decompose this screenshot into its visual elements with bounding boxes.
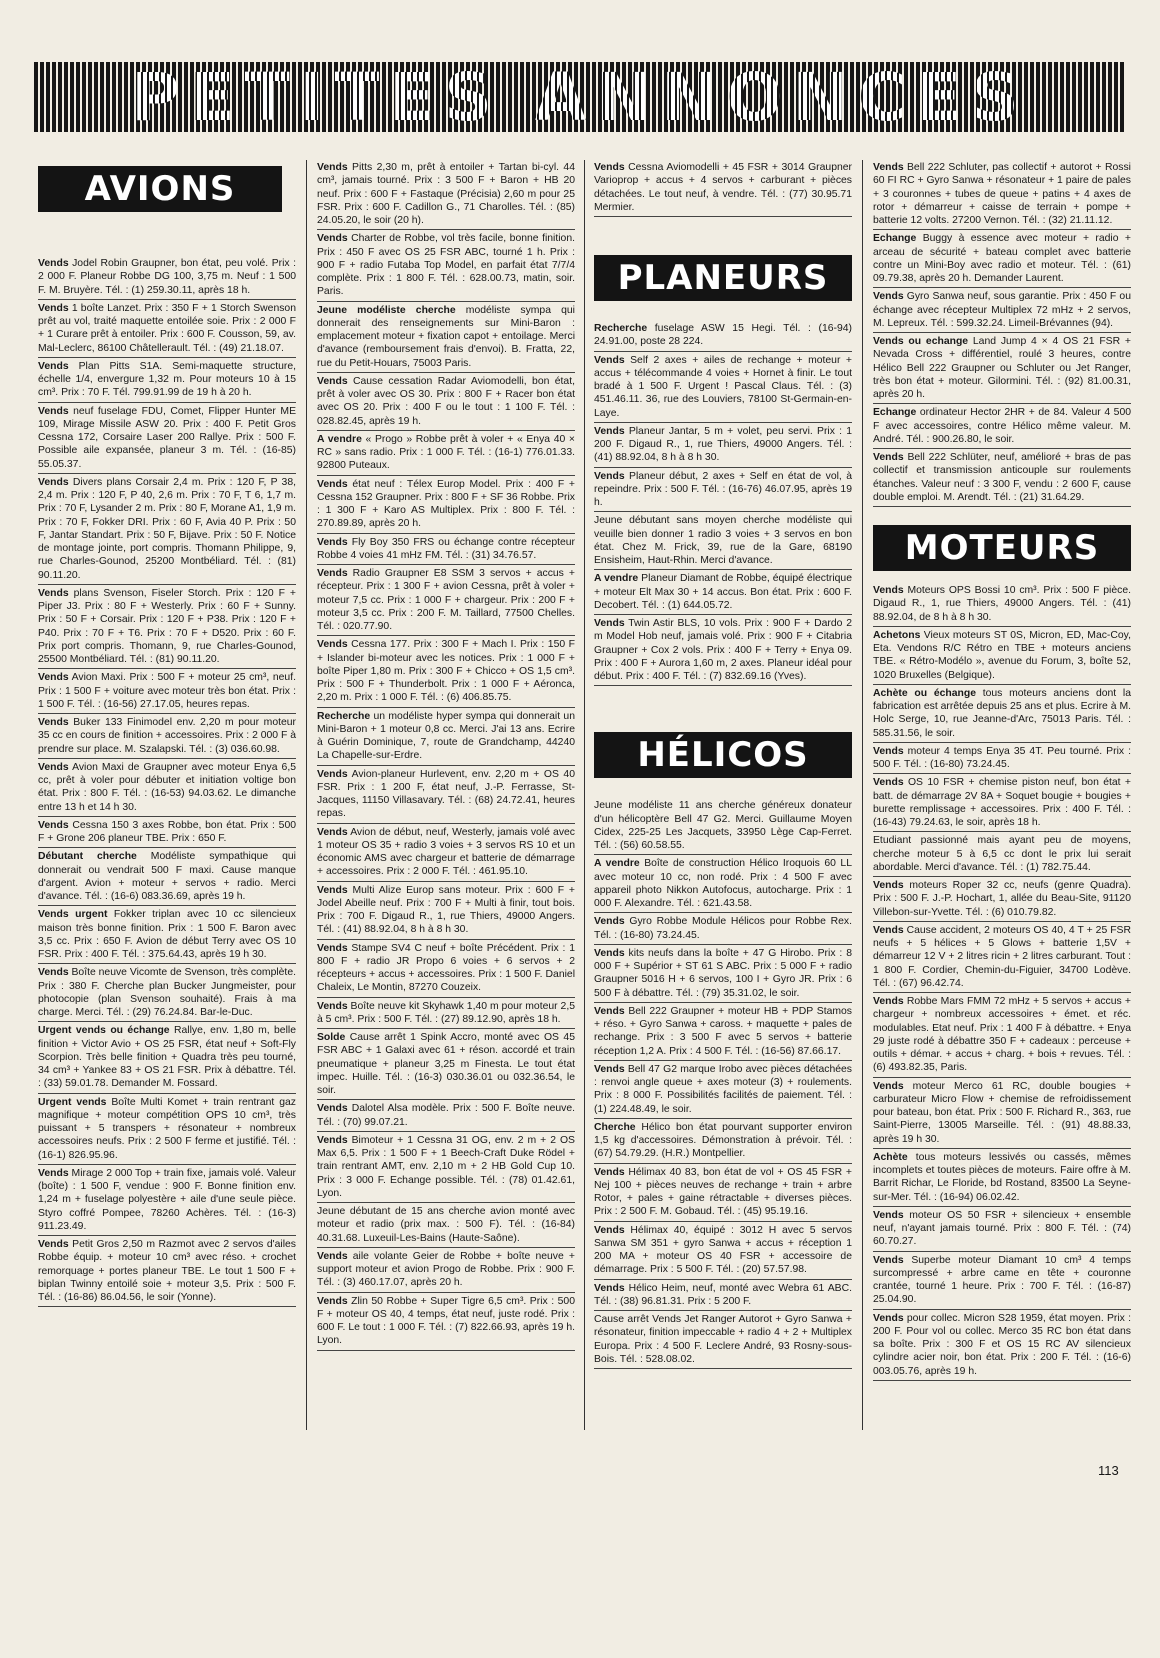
ad-lead: Vends [317, 768, 348, 780]
classified-ad [38, 1095, 296, 1165]
classified-ad [38, 1237, 296, 1307]
ad-text: Bell 222 Graupner + moteur HB + PDP Stamos + réso. + Gyro Sanwa + caross. + maquette + pales de rechange. Prix : 3 500 F avec 5 servos + batterie réception 1,2 A. Prix : 4 500 F. Tél. : (16-56) 87.66.17. [594, 1005, 852, 1057]
ads-list [594, 321, 852, 686]
ad-lead: Vends [594, 1282, 625, 1294]
ad-text: Rallye, env. 1,80 m, belle finition + Victor Avio + OS 25 FSR, état neuf + Soft-Fly Scorpion. Très belle finition + Quadra très peu tourné, 34 cm³ + Yankee 83 + OS 21 FSR. Prix à débattre. Tél. : (33) 59.01.78. Demander M. Fossard. [38, 1025, 296, 1090]
ad-text: Boîte neuve kit Skyhawk 1,40 m pour moteur 2,5 à 5 cm³. Prix : 500 F. Tél. : (27) 89.12.90, après 18 h. [317, 1000, 575, 1025]
ad-text: Cause arrêt 1 Spink Accro, monté avec OS 45 FSR ABC + 1 Galaxi avec 61 + réson. accordé et train pneumatique + planeur 3,25 m Finesta. Le tout état impec. Huille. Tél. : (16-3) 030.36.01 ou 032.36.54, le soir. [317, 1032, 575, 1096]
ad-text: aile volante Geier de Robbe + boîte neuve + support moteur et avion Progo de Robbe. Prix : 900 F. Tél. : (3) 460.17.07, après 20 h. [317, 1250, 575, 1289]
ad-text: Cause cessation Radar Aviomodelli, bon état, prêt à voler avec OS 30. Prix : 800 F + Racer bon état avec OS 20. Prix : 400 F ou le tout : 1 100 F. Tél. : 028.82.45, après 19 h. [317, 375, 575, 427]
classified-ad [594, 469, 852, 513]
classified-ad [317, 160, 575, 230]
classified-ad [873, 923, 1131, 993]
ad-text: Mirage 2 000 Top + train fixe, jamais volé. Valeur (boîte) : 1 500 F, vendue : 900 F. Bonne finition env. 1,24 m + fuselage polyestère + aile d'une seule pièce. Styro coffré Pompee, 78260 Achères. Tél. : (16-3) 911.23.49. [38, 1167, 296, 1232]
section-header-avions: AVIONS [38, 166, 282, 212]
ads-list [873, 583, 1131, 1381]
classified-ad [594, 798, 852, 855]
ad-lead: Vends [38, 672, 69, 684]
ad-lead: Vends [317, 639, 348, 651]
classified-ad [38, 404, 296, 474]
ad-lead: Jeune modéliste cherche [317, 304, 456, 316]
classified-ad [873, 628, 1131, 685]
ad-lead: Vends [873, 291, 904, 303]
page-number: 113 [1098, 1463, 1119, 1478]
ad-lead: A vendre [594, 573, 639, 585]
classified-ad [594, 616, 852, 686]
section-header-moteurs: MOTEURS [873, 525, 1131, 571]
ad-lead: Vends [317, 162, 348, 173]
ad-lead: Recherche [317, 710, 371, 722]
classified-ad [38, 475, 296, 585]
ad-lead: Vends [317, 1295, 348, 1307]
ad-lead: Vends [38, 302, 69, 314]
classified-ad [38, 715, 296, 759]
ad-lead: Vends [317, 1250, 348, 1262]
ad-lead: Vends [873, 1312, 904, 1324]
ad-lead: Vends urgent [38, 909, 108, 921]
ad-text: Gyro Sanwa neuf, sous garantie. Prix : 450 F ou échange avec récepteur Multiplex 72 mHz + 2 servos, M. Lepreux. Tél. : 599.32.24. Limeil-Brévannes (94). [873, 291, 1131, 329]
ads-list [594, 160, 852, 217]
classified-ad [873, 994, 1131, 1078]
ad-lead: Vends [873, 1080, 904, 1092]
classified-ad [38, 1023, 296, 1093]
ad-lead: Vends [38, 405, 69, 417]
ad-lead: Vends [873, 585, 904, 596]
classified-ad [873, 450, 1131, 507]
classified-ad [873, 744, 1131, 775]
ad-text: Self 2 axes + ailes de rechange + moteur + accus + télécommande 4 voies + Hornet à finir. Le tout bradé à 1 500 F. Urgent ! Pascal Claus. Tél. : (3) 451.46.11. 36, rue des Louviers, 78100 St-Germain-en-Laye. [594, 354, 852, 419]
ad-lead: Cherche [594, 1121, 636, 1133]
classified-ad [317, 231, 575, 301]
ad-text: Plan Pitts S1A. Semi-maquette structure, échelle 1/4, envergure 1,32 m. Pour moteurs 10 à 15 cm³. Prix : 70 F. Tél. 799.91.99 de 19 h à 20 h. [38, 360, 296, 399]
classified-ad [873, 686, 1131, 743]
ad-text: Land Jump 4 × 4 OS 21 FSR + Nevada Cross + différentiel, roulé 3 heures, contre Hélico Bell 222 Graupner ou Schluter ou Jet Ranger, très bon état + moteur. Gilormini. Tél. : (92) 81.00.31, après 20 h. [873, 336, 1131, 400]
classified-ad [317, 374, 575, 431]
ad-lead: Vends [38, 360, 69, 372]
ad-lead: Vends [317, 1000, 348, 1012]
column-divider [584, 160, 585, 1430]
ad-lead: A vendre [317, 433, 362, 445]
classified-ad [38, 256, 296, 300]
classified-ad [873, 1311, 1131, 1381]
classified-ad [594, 1281, 852, 1312]
ad-text: Gyro Robbe Module Hélicos pour Robbe Rex. Tél. : (16-80) 73.24.45. [594, 916, 852, 941]
classified-ad [317, 1101, 575, 1132]
classified-ad [38, 1166, 296, 1236]
ad-lead: Vends [873, 452, 904, 463]
ad-lead: Vends [873, 924, 904, 936]
ad-text: Pitts 2,30 m, prêt à entoiler + Tartan bi-cyl. 44 cm³, jamais tourné. Prix : 3 500 F + Baron + HB 20 neuf. Prix : 600 F + Fastaque (Précisia) 2,60 m pour 25 FSR. Prix : 600 F. Cadillon G., 71 Charolles. Tél. : (85) 24.05.20, le soir (20 h). [317, 162, 575, 226]
ad-lead: Vends [594, 162, 625, 173]
classified-ad [38, 965, 296, 1022]
ad-lead: Vends [594, 1063, 625, 1075]
ad-lead: Vends [317, 568, 348, 579]
ad-lead: Vends [594, 1005, 625, 1017]
section-header-helicos: HÉLICOS [594, 732, 852, 778]
ad-text: Hélico Heim, neuf, monté avec Webra 61 ABC. Tél. : (38) 96.81.31. Prix : 5 200 F. [594, 1282, 852, 1307]
ad-lead: Vends [317, 942, 348, 954]
ad-lead: Vends [873, 745, 904, 757]
classified-ad [873, 1079, 1131, 1149]
ad-lead: Achetons [873, 629, 921, 641]
classified-ad [594, 1312, 852, 1369]
classified-ad [317, 637, 575, 707]
classified-ad [594, 946, 852, 1003]
ad-text: Jeune débutant de 15 ans cherche avion monté avec moteur et radio (prix max. : 500 F). Tél. : (16-84) 40.31.68. Luxeuil-Les-Bains (Haute-Saône). [317, 1206, 575, 1244]
classified-ad [594, 160, 852, 217]
ad-text: Dalotel Alsa modèle. Prix : 500 F. Boîte neuve. Tél. : (70) 99.07.21. [317, 1103, 575, 1128]
ads-list [38, 256, 296, 1307]
ad-text: Etudiant passionné mais ayant peu de moyens, cherche moteur 5 à 6,5 cc dont le prix lui serait abordable. Merci d'avance. Tél. : (1) 782.75.44. [873, 835, 1131, 873]
classified-ad [873, 833, 1131, 877]
classified-ad [317, 432, 575, 476]
ad-lead: Vends [594, 916, 625, 928]
classified-ad [873, 231, 1131, 288]
ad-text: Vieux moteurs ST 0S, Micron, ED, Mac-Coy, Eta. Vendons R/C Rétro en TBE + moteurs anciens TBE. « Rétro-Modélo », avenue du Forum, 3, boîte 52, 1020 Bruxelles (Belgique). [873, 629, 1131, 681]
ad-text: Zlin 50 Robbe + Super Tigre 6,5 cm³. Prix : 500 F + moteur OS 40, 4 temps, état neuf, juste rodé. Prix : 600 F. Le tout : 1 000 F. Tél. : (7) 822.66.93, après 19 h. Lyon. [317, 1295, 575, 1347]
ad-text: moteur 4 temps Enya 35 4T. Peu tourné. Prix : 500 F. Tél. : (16-80) 73.24.45. [873, 745, 1131, 770]
classified-ad [594, 856, 852, 913]
ad-text: Planeur début, 2 axes + Self en état de vol, à repeindre. Prix : 500 F. Tél. : (16-76) 46.07.95, après 19 h. [594, 470, 852, 508]
classified-ad [873, 583, 1131, 627]
classified-ad [317, 941, 575, 998]
ad-text: un modéliste hyper sympa qui donnerait un Mini-Baron + 1 moteur 0,8 cc. Merci. J'ai 13 ans. Ecrire à Guérin Dominique, 7, route de Grandchamp, 44240 La Chapelle-sur-Erdre. [317, 710, 575, 762]
ad-text: neuf fuselage FDU, Comet, Flipper Hunter ME 109, Mirage Missile ASW 20. Prix : 400 F. Petit Gros Cessna 172, Corsaire Laser 200 Rallye. Prix : 500 F. Possible aile expansée, planeur 3 m. Tél. : (16-85) 55.05.37. [38, 405, 296, 470]
ad-text: modéliste sympa qui donnerait des renseignements sur Mini-Baron : emplacement moteur + fixation capot + entoilage. Merci d'avance (remboursement frais d'envoi). B. Fratta, 22, rue du Petit-Houars, 75003 Paris. [317, 304, 575, 369]
classified-ad [38, 359, 296, 403]
classified-ad [873, 878, 1131, 922]
ad-text: Jeune modéliste 11 ans cherche généreux donateur d'un hélicoptère Bell 47 G2. Merci. Guillaume Moyen Cidex, 225-25 Les Jacquets, 33950 Lège Cap-Ferret. Tél. : (56) 60.58.55. [594, 800, 852, 851]
classified-ad [594, 1223, 852, 1280]
classified-ad [317, 1204, 575, 1248]
ad-lead: Vends [38, 717, 69, 728]
classified-ad [594, 1165, 852, 1222]
ads-list [317, 160, 575, 1351]
ad-text: Boîte de construction Hélico Iroquois 60 LL avec moteur 10 cc, non rodé. Prix : 4 500 F avec appareil photo Nikkon Autofocus, autocharge. Prix : 1 000 F. Alexandre. Tél. : 621.43.58. [594, 858, 852, 909]
classified-ad [317, 535, 575, 566]
classified-ad [38, 670, 296, 714]
classified-ad [873, 160, 1131, 230]
ad-lead: Echange [873, 233, 917, 245]
ad-text: tous moteurs anciens dont la fabrication est arrêtée depuis 25 ans et plus. Ecrire à M. Holc Serge, 10, rue Jeanne-d'Arc, 75013 Paris. Tél. : 585.31.56, le soir. [873, 687, 1131, 739]
ad-text: Boîte neuve Vicomte de Svenson, très complète. Prix : 380 F. Cherche plan Bucker Jungmeister, pour photocopie (plan Svenson souhaité). Frais à ma charge. Merci. Tél. : (29) 76.24.84. Bar-le-Duc. [38, 967, 296, 1018]
classified-ad [873, 289, 1131, 333]
ad-text: Cessna 150 3 axes Robbe, bon état. Prix : 500 F + Grone 206 planeur TBE. Prix : 650 F. [38, 819, 296, 844]
ad-text: Buggy à essence avec moteur + radio + arceau de sécurité + bateau complet avec batterie contre un Mini-Boy avec radio et moteur. Tél. : (61) 09.79.38, après 20 h. Demander Laurent. [873, 233, 1131, 284]
column-4 [873, 160, 1131, 1382]
classified-ad [594, 1062, 852, 1119]
ad-text: état neuf : Télex Europ Model. Prix : 400 F + Cessna 152 Graupner. Prix : 800 F + SF 36 Robbe. Prix : 1 300 F + Karo AS Multiplex. Prix : 800 F. Tél. : 270.89.89, après 20 h. [317, 478, 575, 530]
ad-lead: Solde [317, 1032, 346, 1043]
ad-lead: Vends [38, 819, 69, 831]
ads-list [594, 798, 852, 1369]
ad-lead: Vends [873, 162, 904, 173]
ad-text: 1 boîte Lanzet. Prix : 350 F + 1 Storch Swenson prêt au vol, traité maquette entoilée soie. Prix : 2 000 F + 1 Curare prêt à entoiler. Prix : 600 F. Cousson, 59, av. Mal-Leclerc, 86100 Châtellerault. Tél. : (49) 21.18.07. [38, 302, 296, 354]
column-2 [317, 160, 575, 1352]
ad-lead: Vends [594, 354, 625, 366]
ad-text: Hélico bon état pourvant supporter environ 1,5 kg d'accessoires. Démonstration à prévoir. Tél. : (67) 54.79.29. (H.R.) Montpellier. [594, 1121, 852, 1160]
ad-text: pour collec. Micron S28 1959, état moyen. Prix : 200 F. Pour vol ou collec. Merco 35 RC bon état dans sa boîte. Prix : 300 F et OS 15 RC AV silencieux cylindre acier noir, bon état. Prix : 200 F. Tél. : (16-6) 003.05.76, après 19 h. [873, 1312, 1131, 1377]
ad-text: moteur OS 50 FSR + silencieux + ensemble neuf, n'ayant jamais tourné. Prix : 800 F. Tél. : (74) 60.70.27. [873, 1209, 1131, 1248]
classified-ad [594, 353, 852, 423]
classified-ad [317, 709, 575, 766]
ad-text: Boîte Multi Komet + train rentrant gaz magnifique + moteur compétition OPS 10 cm³, très puissant + 5 transpers + résonateur + nombreux accessoires neufs. Prix : 2 500 F ferme et justifié. Tél. : (16-1) 826.95.96. [38, 1096, 296, 1161]
ad-text: Bimoteur + 1 Cessna 31 OG, env. 2 m + 2 OS Max 6,5. Prix : 1 500 F + 1 Beech-Craft Duke Rödel + train rentrant AMT, env. 2,10 m + 2 HB Gold Cup 10. Prix : 3 000 F. Echange possible. Tél. : (78) 01.42.61, Lyon. [317, 1134, 575, 1199]
ad-text: plans Svenson, Fiseler Storch. Prix : 120 F + Piper J3. Prix : 80 F + Westerly. Prix : 60 F + Sunny. Prix : 50 F + Corsair. Prix : 120 F + P38. Prix : 120 F + P40. Prix : 70 F + T6. Prix : 70 F + D520. Prix : 60 F. Prix port compris. Thomann, 9, rue Charles-Gounod, 25500 Montbéliard. Tél. : (81) 90.11.20. [38, 587, 296, 665]
ad-text: Avion-planeur Hurlevent, env. 2,20 m + OS 40 FSR. Prix : 1 200 F, état neuf, J.-P. Ferrasse, St-Jacques, 11150 Villasavary. Tél. : (68) 24.72.41, heures repas. [317, 768, 575, 820]
ad-text: Fly Boy 350 FRS ou échange contre récepteur Robbe 4 voies 41 mHz FM. Tél. : (31) 34.76.57. [317, 536, 575, 561]
classified-ad [38, 849, 296, 906]
ad-text: Radio Graupner E8 SSM 3 servos + accus + récepteur. Prix : 1 300 F + avion Cessna, prêt à voler + moteur 7,5 cc. Prix : 1 000 F + chargeur. Prix : 200 F + moteur 3,5 cc. Prix : 200 F. M. Taillard, 77500 Chelles. Tél. : 020.77.90. [317, 568, 575, 632]
ad-text: Multi Alize Europ sans moteur. Prix : 600 F + Jodel Abeille neuf. Prix : 700 F + Multi à finir, tout bois. Prix : 700 F. Digaud R., 1, rue Thiers, 49000 Angers. Tél. : (41) 88.92.04, 8 h à 8 h 30. [317, 884, 575, 936]
ad-text: « Progo » Robbe prêt à voler + « Enya 40 × RC » sans radio. Prix : 1 000 F. Tél. : (16-1) 776.01.33. 92800 Puteaux. [317, 433, 575, 472]
ad-text: Charter de Robbe, vol très facile, bonne finition. Prix : 450 F avec OS 25 FSR ABC, tourné 1 h. Prix : 900 F + radio Futaba Top Model, en parfait état 7/7/4 complète. Prix : 1 800 F. Tél. : 628.00.73, matin, soir. Paris. [317, 233, 575, 298]
column-divider [306, 160, 307, 1430]
classified-ad [594, 321, 852, 352]
classified-ad [873, 334, 1131, 404]
ad-lead: Vends [317, 884, 348, 896]
classified-ad [317, 767, 575, 824]
ad-text: Avion de début, neuf, Westerly, jamais volé avec 1 moteur OS 35 + radio 3 voies + 3 servos RS 10 et un économic AMS avec chargeur et batterie de démarrage + accessoires. Prix : 2 000 F. Tél. : 461.95.10. [317, 826, 575, 878]
ad-text: Avion Maxi. Prix : 500 F + moteur 25 cm³, neuf. Prix : 1 500 F + voiture avec moteur très bon état. Prix : 1 500 F. Tél. : (16-56) 27.17.05, heures repas. [38, 672, 296, 710]
classified-ad [594, 424, 852, 468]
ad-text: Petit Gros 2,50 m Razmot avec 2 servos d'ailes Robbe équip. + moteur 10 cm³ avec réso. + crochet remorquage + portes planeur TBE. Le tout 1 500 F + biplan Twinny entoilé soie + moteur 3,5. Prix : 500 F. Tél. : (16-86) 86.04.56, le soir (Yonne). [38, 1239, 296, 1303]
ad-lead: Vends [873, 880, 904, 891]
classified-ad [594, 914, 852, 945]
ad-lead: Vends [38, 1167, 69, 1179]
classified-ad [594, 571, 852, 615]
ad-text: Divers plans Corsair 2,4 m. Prix : 120 F, P 38, 2,4 m. Prix : 120 F, P 40, 2,6 m. Prix : 70 F, T 6, 1,7 m. Prix : 70 F, Lysander 2 m. Prix : 80 F, Morane A1, 1,9 m. Prix : 70 F, Fokker DRI. Prix : 60 F, Avia 40 P. Prix : 50 F, Jantar Standart. Prix : 50 F, Bijave. Prix : 50 F. Notice de montage jointe, port compris. Thomann Philippe, 9, rue Charles-Gounod, 25200 Montbéliard. Tél. : (81) 90.11.20. [38, 476, 296, 581]
ad-text: Avion Maxi de Graupner avec moteur Enya 6,5 cc, prêt à voler pour débuter et initiation voltige bon état. Prix : 800 F. Tél. : (16-53) 94.03.62. Le dimanche entre 13 h et 14 h 30. [38, 761, 296, 813]
ad-lead: Vends [317, 536, 348, 548]
ad-text: Twin Astir BLS, 10 vols. Prix : 900 F + Dardo 2 m Model Hob neuf, jamais volé. Prix : 900 F + Citabria Graupner + Cox 2 vols. Prix : 400 F + Terry + Enya 09. Prix : 400 F + Aurora 1,60 m, 2 axes. Planeur idéal pour début. Prix : 400 F. Tél. : (7) 832.69.16 (Yves). [594, 618, 852, 682]
classified-ad [38, 586, 296, 670]
ad-text: Bell 222 Schlüter, neuf, amélioré + bras de pas collectif et transmission anticouple sur roulements étanches. Valeur neuf : 3 300 F, vendu : 2 600 F, cause double emploi. M. Arendt. Tél. : (21) 31.64.29. [873, 452, 1131, 503]
ad-lead: Urgent vends [38, 1096, 107, 1108]
ad-text: moteur Merco 61 RC, double bougies + carburateur Micro Flow + chemise de refroidissement pour bateau, bon état. Prix : 500 F. Richard R., 363, rue Saint-Pierre, 13005 Marseille. Tél. : (91) 48.88.33, après 19 h 30. [873, 1080, 1131, 1145]
ad-lead: Vends [873, 1209, 904, 1221]
ad-lead: Vends [317, 375, 348, 387]
ad-lead: Vends [317, 233, 348, 245]
ad-lead: Vends [38, 1239, 69, 1250]
classified-ad [317, 1249, 575, 1293]
ad-text: Planeur Diamant de Robbe, équipé électrique + moteur Elt Max 30 + 14 accus. Bon état. Prix : 600 F. Decobert. Tél. : (1) 644.05.72. [594, 573, 852, 611]
classified-ad [873, 1150, 1131, 1207]
ad-lead: Vends [873, 777, 904, 789]
ad-text: Bell 222 Schluter, pas collectif + autorot + Rossi 60 FI RC + Gyro Sanwa + résonateur + 1 paire de pales + 3 couronnes + tubes de queue + patins + 4 axes de rotor + démarreur + caisse de terrain + pompe + batterie 12 volts. 27200 Vernon. Tél. : (32) 21.11.12. [873, 162, 1131, 226]
ad-lead: Vends [38, 967, 69, 979]
column-divider [862, 160, 863, 1430]
ad-lead: Vends [38, 587, 69, 599]
ad-lead: Vends [38, 258, 69, 269]
ad-text: ordinateur Hector 2HR + de 84. Valeur 4 500 F avec accessoires, contre Hélico même valeur. M. André. Tél. : 900.26.80, le soir. [873, 407, 1131, 445]
ad-text: OS 10 FSR + chemise piston neuf, bon état + batt. de démarrage 2V 8A + Soquet bougie + bougies + burette remplissage + accessoires. Prix : 400 F. Tél. : (16-43) 79.24.63, le soir, après 18 h. [873, 777, 1131, 828]
ad-lead: Vends [873, 1254, 904, 1266]
classified-ad [317, 825, 575, 882]
classified-ad [873, 1253, 1131, 1310]
ad-text: Superbe moteur Diamant 10 cm³ 4 temps surcompressé + arbre came en tête + couronne crantée, tourné 1 heure. Prix : 700 F. Tél. : (16-87) 25.04.90. [873, 1254, 1131, 1306]
classified-ad [873, 405, 1131, 449]
ad-text: Cessna Aviomodelli + 45 FSR + 3014 Graupner Varioprop + accus + 4 servos + carburant + pièces détachées. Le tout neuf, à vendre. Tél. : (77) 30.95.71 Mermier. [594, 162, 852, 213]
classified-ad [317, 1030, 575, 1100]
classified-ad [317, 303, 575, 373]
ad-text: Stampe SV4 C neuf + boîte Précédent. Prix : 1 800 F + radio JR Propo 6 voies + 6 servos + 2 récepteurs + accus + accessoires. Prix : 1 500 F. Daniel Chaleix, Le Montin, 87270 Couzeix. [317, 942, 575, 994]
classified-ad [38, 818, 296, 849]
ad-lead: Vends [38, 476, 69, 488]
ad-lead: Vends [594, 947, 625, 959]
column-3 [594, 160, 852, 1370]
ad-text: fuselage ASW 15 Hegi. Tél. : (16-94) 24.91.00, poste 28 224. [594, 323, 852, 348]
classified-ad [38, 907, 296, 964]
ad-text: Robbe Mars FMM 72 mHz + 5 servos + accus + chargeur + nombreux accessoires + émet. et réc. modulables. Etat neuf. Prix : 1 400 F à débattre. + Enya 29 juste rodé à débattre 350 F + cadeaux : perceuse + outils + démar. + accus + charg. + bois + revues. Tél. : (6) 493.82.35, Paris. [873, 996, 1131, 1074]
ad-text: Modéliste sympathique qui donnerait ou vendrait 500 F maxi. Cause manque d'argent. Avion + moteur + servos + radio. Merci d'avance. Tél. : (16-6) 083.36.69, après 19 h. [38, 851, 296, 902]
ad-lead: Vends [873, 996, 904, 1007]
ad-text: Planeur Jantar, 5 m + volet, peu servi. Prix : 1 200 F. Digaud R., 1, rue Thiers, 49000 Angers. Tél. : (41) 88.92.04, 8 h à 8 h 30. [594, 425, 852, 464]
ad-lead: Vends [317, 478, 348, 490]
ad-text: Hélimax 40, équipé : 3012 H avec 5 servos Sanwa SM 351 + gyro Sanwa + accus + réception 1 200 MA + moteur OS 40 FSR + accessoire de démarrage. Prix : 5 500 F. Tél. : (20) 57.57.98. [594, 1224, 852, 1276]
ad-text: moteurs Roper 32 cc, neufs (genre Quadra). Prix : 500 F. J.-P. Hochart, 1, allée du Beau-Site, 91120 Villebon-sur-Yvette. Tél. : (6) 010.79.82. [873, 880, 1131, 918]
classified-ad [873, 1208, 1131, 1252]
ad-lead: Vends [594, 470, 625, 482]
ad-lead: Vends ou echange [873, 336, 969, 347]
ad-text: Moteurs OPS Bossi 10 cm³. Prix : 500 F pièce. Digaud R., 1, rue Thiers, 49000 Angers. Tél. : (41) 88.92.04, de 8 h à 8 h 30. [873, 585, 1131, 623]
ad-lead: Vends [317, 826, 348, 838]
classified-ad [317, 1294, 575, 1351]
ad-text: Bell 47 G2 marque Irobo avec pièces détachées : renvoi angle queue + axes moteur (3) + roulements. Prix : 8 000 F. Possibilités facilités de paiement. Tél. : (1) 224.48.49, le soir. [594, 1063, 852, 1115]
page-title: PETITES ANNONCES [131, 62, 1029, 132]
ad-lead: A vendre [594, 858, 640, 870]
ad-lead: Débutant cherche [38, 851, 137, 863]
ad-text: Hélimax 40 83, bon état de vol + OS 45 FSR + Nej 100 + pièces neuves de rechange + train + arbre Rotor, + pales + gaine rétractable + diverses pièces. Prix : 2 500 F. M. Gobaud. Tél. : (45) 95.19.16. [594, 1166, 852, 1218]
ad-lead: Echange [873, 407, 917, 419]
ad-lead: Urgent vends ou échange [38, 1025, 170, 1037]
ad-lead: Achète ou échange [873, 687, 976, 699]
classified-ad [317, 1133, 575, 1203]
classified-ad [317, 566, 575, 636]
ad-lead: Vends [317, 1134, 348, 1146]
ad-lead: Vends [594, 1224, 625, 1236]
classified-ad [317, 999, 575, 1030]
classified-ad [38, 301, 296, 358]
ads-list [873, 160, 1131, 507]
classified-ad [594, 1120, 852, 1164]
ad-lead: Vends [38, 761, 69, 773]
ad-lead: Vends [594, 618, 625, 629]
ad-text: Jeune débutant sans moyen cherche modéliste qui veuille bien donner 1 radio 3 voies + 3 servos en bon état. Chez M. Frick, 39, rue de la Gare, 68190 Ensisheim, Haut-Rhin. Merci d'avance. [594, 515, 852, 566]
ad-text: Buker 133 Finimodel env. 2,20 m pour moteur 35 cc en cours de finition + accessoires. Prix : 2 000 F à prendre sur place. M. Szalapski. Tél. : (3) 036.60.98. [38, 717, 296, 755]
ad-lead: Vends [594, 1166, 625, 1178]
page-banner [34, 62, 1126, 132]
classified-ad [873, 775, 1131, 832]
ad-text: Cause accident, 2 moteurs OS 40, 4 T + 25 FSR neufs + 5 hélices + 5 Glows + batterie 1,5V + démarreur 12 V + 2 litres ricin + 2 litres carburant. Tout : 1 800 F. Cordier, Chemin-du-Figuier, 34700 Lodève. Tél. : (67) 96.42.74. [873, 924, 1131, 989]
ad-text: Cessna 177. Prix : 300 F + Mach I. Prix : 150 F + Islander bi-moteur avec les notices. Prix : 1 000 F + boîte Piper 1,80 m. Prix : 300 F + Chicco + OS 1,5 cm³. Prix : 500 F + Thunderbolt. Prix : 1 000 F + Aéronca, 2,20 m. Prix : 1 000 F. Tél. : (6) 406.85.75. [317, 639, 575, 704]
classified-ad [594, 513, 852, 570]
ad-lead: Vends [317, 1103, 348, 1115]
classified-ad [594, 1004, 852, 1061]
classified-ad [317, 477, 575, 534]
ad-lead: Vends [594, 425, 625, 437]
ad-text: Jodel Robin Graupner, bon état, peu volé. Prix : 2 000 F. Planeur Robbe DG 100, 3,75 m. Neuf : 1 500 F. M. Bruyère. Tél. : (1) 259.30.11, après 18 h. [38, 258, 296, 296]
ad-lead: Achète [873, 1151, 908, 1163]
classified-ad [317, 883, 575, 940]
ad-text: Fokker triplan avec 10 cc silencieux maison très bonne finition. Prix : 1 500 F. Baron avec 3,5 cc. Prix : 650 F. Avion de début Terry avec OS 10 FSR. Prix : 400 F. Tél. : 375.64.43, après 19 h 30. [38, 909, 296, 960]
classified-ad [38, 760, 296, 817]
ad-text: Cause arrêt Vends Jet Ranger Autorot + Gyro Sanwa + résonateur, finition impeccable + radio 4 + 2 + Multiplex Europa. Prix : 4 500 F. Leclere André, 93 Rosny-sous-Bois. Tél. : 528.08.02. [594, 1314, 852, 1365]
ad-text: kits neufs dans la boîte + 47 G Hirobo. Prix : 8 000 F + Supérior + ST 61 S ABC. Prix : 5 000 F + radio Graupner 5016 H + 6 servos, 100 I + Gyro JR. Prix : 6 500 F à débattre. Tél. : (79) 35.31.02, le soir. [594, 947, 852, 999]
section-header-planeurs: PLANEURS [594, 255, 852, 301]
ad-lead: Recherche [594, 323, 648, 334]
ad-text: tous moteurs lessivés ou cassés, mêmes incomplets et toutes pièces de moteurs. Faire offre à M. Barrit Richar, Le Floride, bd Rostand, 83500 La Seyne-sur-Mer. Tél. : (16-94) 06.02.42. [873, 1151, 1131, 1203]
column-1 [38, 160, 296, 1308]
